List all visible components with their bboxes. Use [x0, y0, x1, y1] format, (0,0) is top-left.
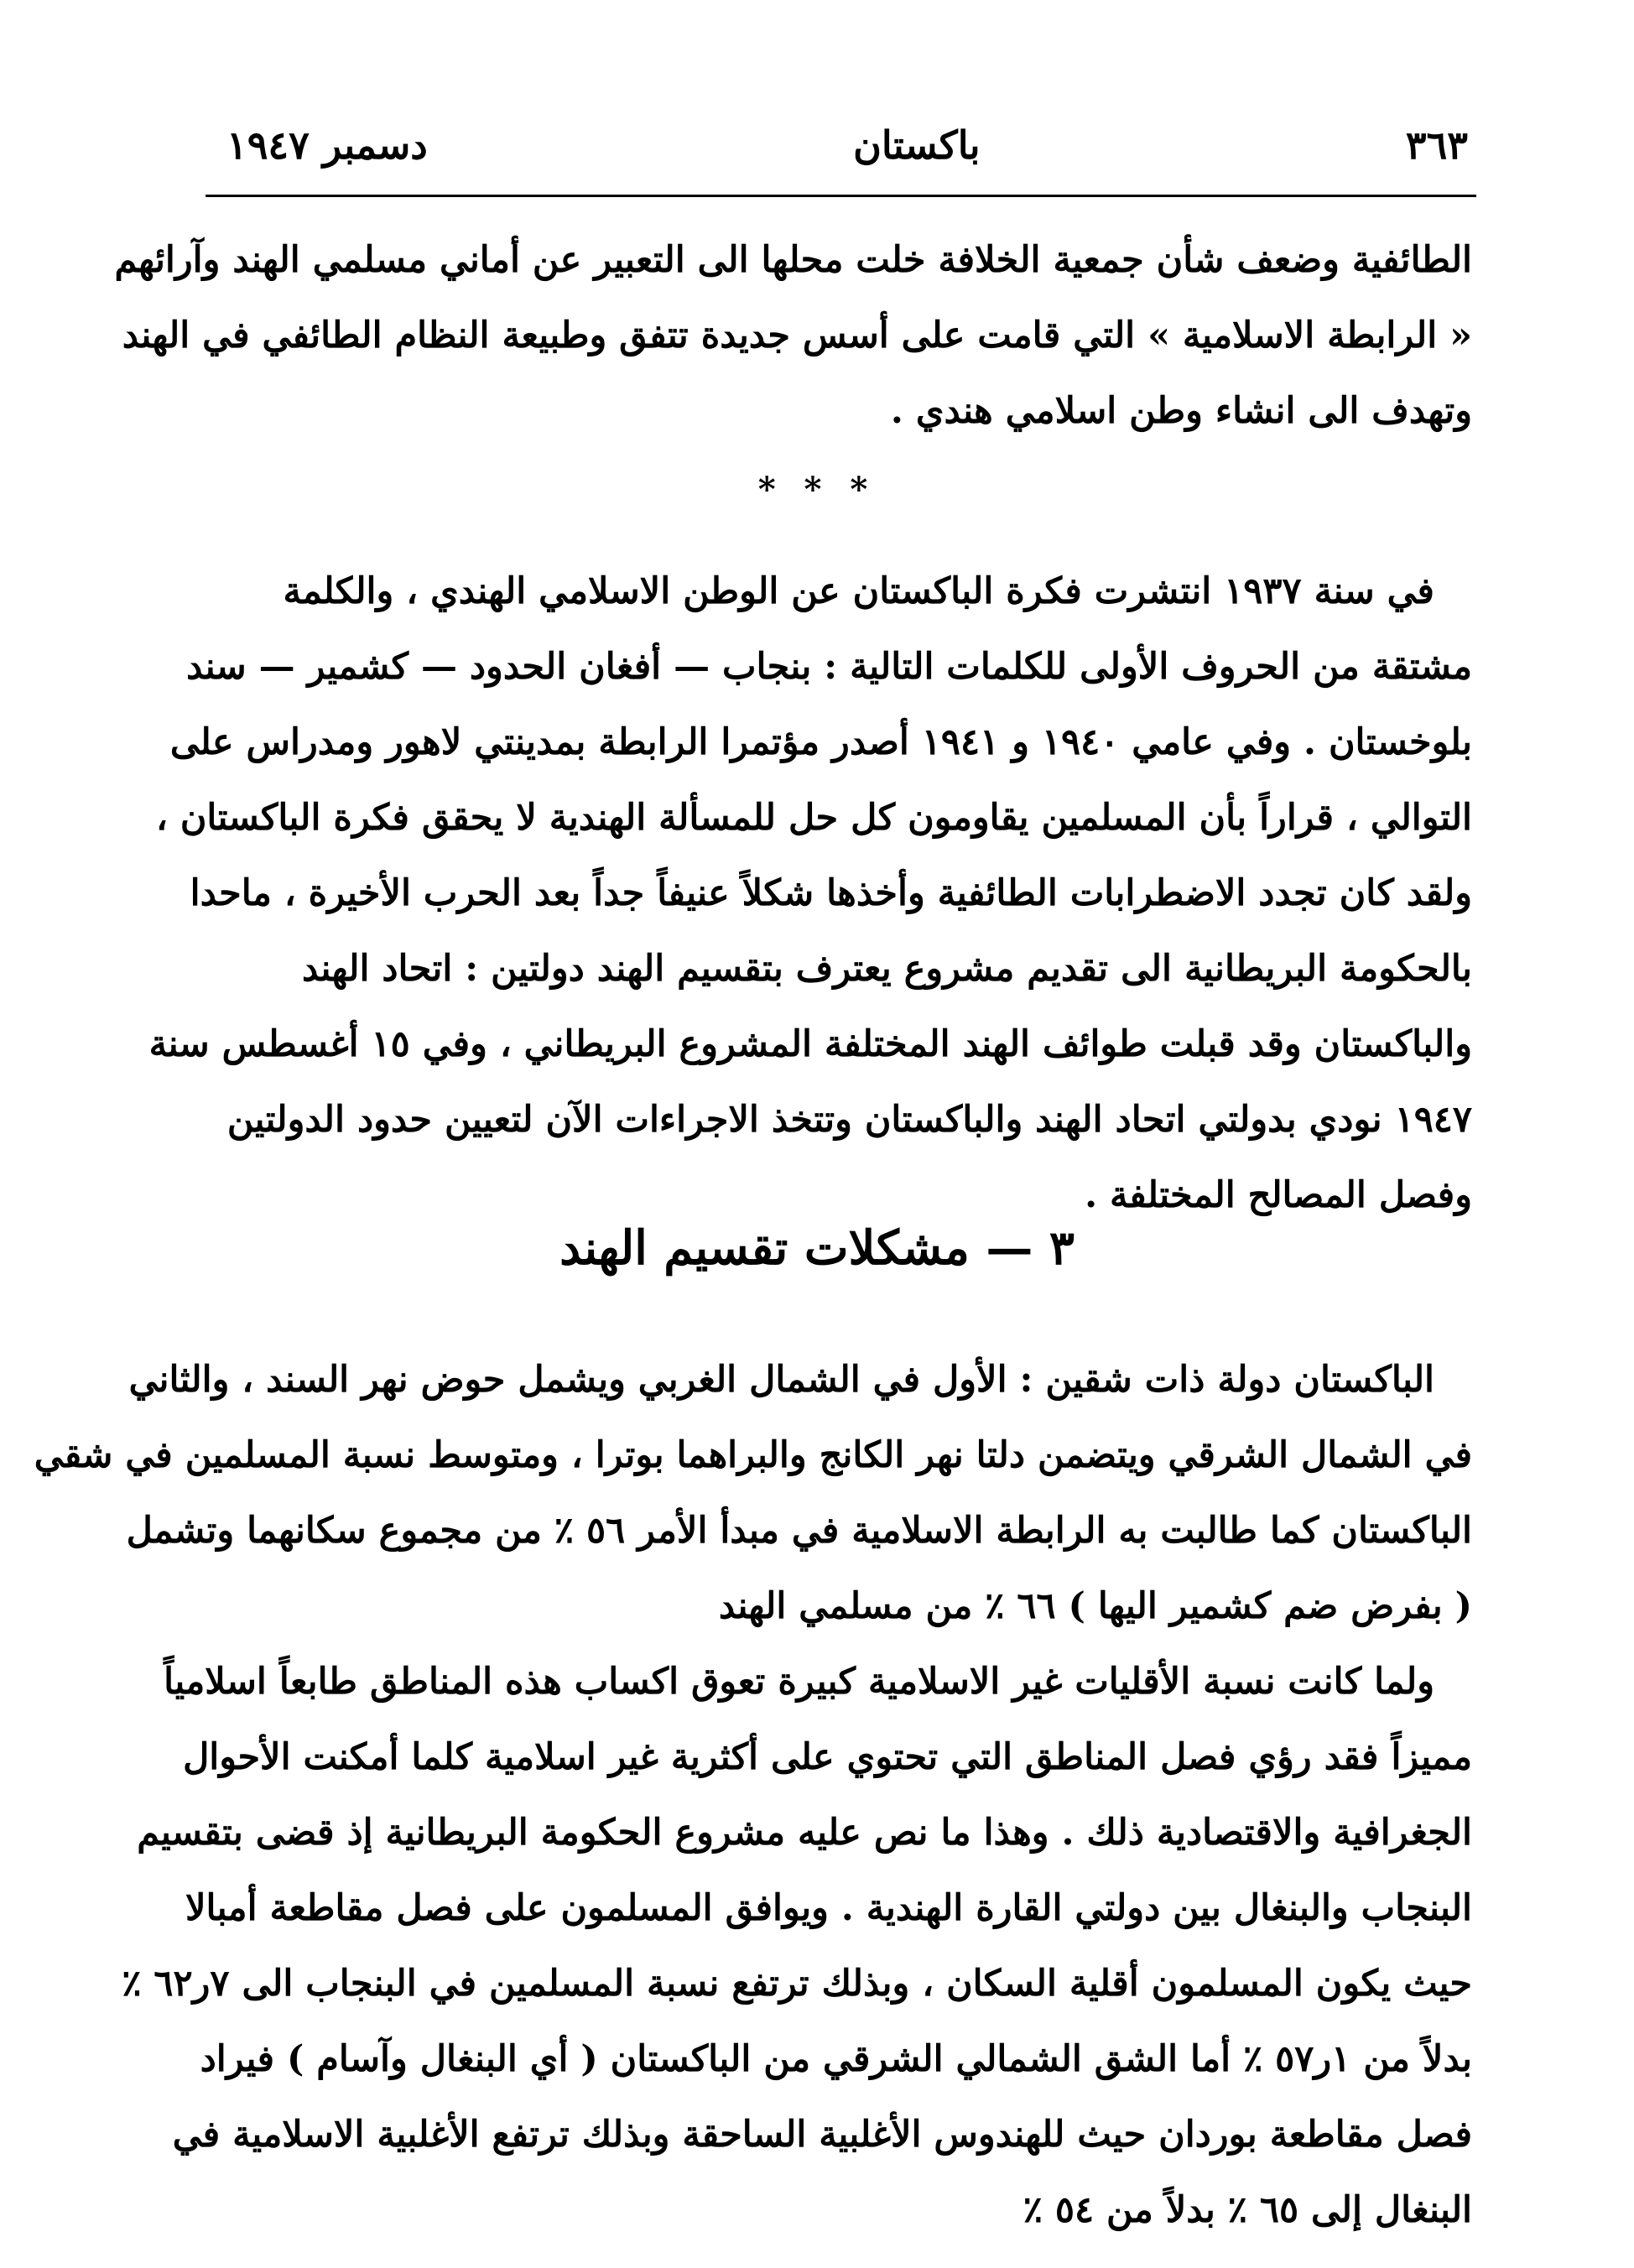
section-separator: * * *	[757, 470, 877, 509]
text-line: مشتقة من الحروف الأولى للكلمات التالية : بنجاب — أفغان الحدود — كشمير — سند	[186, 646, 1472, 688]
text-line: وتهدف الى انشاء وطن اسلامي هندي .	[890, 390, 1472, 432]
header-rule	[206, 195, 1476, 197]
text-line: في الشمال الشرقي ويتضمن دلتا نهر الكانج والبراهما بوترا ، ومتوسط نسبة المسلمين في شقي	[34, 1434, 1472, 1476]
text-line: البنغال إلى ٦٥ ٪ بدلاً من ٥٤ ٪	[1023, 2189, 1472, 2231]
text-line: التوالي ، قراراً بأن المسلمين يقاومون كل حل للمسألة الهندية لا يحقق فكرة الباكستان ،	[156, 797, 1472, 839]
text-line: البنجاب والبنغال بين دولتي القارة الهندية . ويوافق المسلمون على فصل مقاطعة أمبالا	[185, 1887, 1472, 1929]
paragraph-2	[148, 554, 1472, 1233]
text-line: « الرابطة الاسلامية » التي قامت على أسس جديدة تتفق وطبيعة النظام الطائفي في الهند	[122, 315, 1472, 356]
text-line: ولما كانت نسبة الأقليات غير الاسلامية كبيرة تعوق اكساب هذه المناطق طابعاً اسلامياً	[164, 1661, 1434, 1703]
paragraph-4	[122, 1644, 1472, 2248]
text-line: مميزاً فقد رؤي فصل المناطق التي تحتوي على أكثرية غير اسلامية كلما أمكنت الأحوال	[183, 1736, 1472, 1778]
text-line: في سنة ١٩٣٧ انتشرت فكرة الباكستان عن الوطن الاسلامي الهندي ، والكلمة	[283, 570, 1434, 612]
paragraph-1	[114, 222, 1472, 449]
text-line: والباكستان وقد قبلت طوائف الهند المختلفة المشروع البريطاني ، وفي ١٥ أغسطس سنة	[148, 1023, 1472, 1065]
text-line: الباكستان كما طالبت به الرابطة الاسلامية في مبدأ الأمر ٥٦ ٪ من مجموع سكانهما وتشمل	[126, 1510, 1472, 1552]
text-line: الطائفية وضعف شأن جمعية الخلافة خلت محلها الى التعبير عن أماني مسلمي الهند وآرائهم	[114, 239, 1472, 281]
text-line: ولقد كان تجدد الاضطرابات الطائفية وأخذها شكلاً عنيفاً جداً بعد الحرب الأخيرة ، ماحدا	[190, 872, 1472, 914]
text-line: بالحكومة البريطانية الى تقديم مشروع يعترف بتقسيم الهند دولتين : اتحاد الهند	[301, 948, 1472, 990]
text-line: وفصل المصالح المختلفة .	[1085, 1174, 1472, 1216]
text-line: بدلاً من ١ر٥٧ ٪ أما الشق الشمالي الشرقي من الباكستان ( أي البنغال وآسام ) فيراد	[200, 2038, 1472, 2080]
text-line: ١٩٤٧ نودي بدولتي اتحاد الهند والباكستان وتتخذ الاجراءات الآن لتعيين حدود الدولتين	[226, 1099, 1472, 1141]
page-header	[226, 107, 1468, 183]
page-number: ٣٦٣	[1405, 122, 1468, 168]
issue-date: دسمبر ١٩٤٧	[226, 122, 428, 168]
text-line: حيث يكون المسلمون أقلية السكان ، وبذلك ترتفع نسبة المسلمين في البنجاب الى ٧ر٦٢ ٪	[122, 1963, 1472, 2005]
text-line: الباكستان دولة ذات شقين : الأول في الشمال الغربي ويشمل حوض نهر السند ، والثاني	[128, 1359, 1434, 1401]
section-heading: ٣ — مشكلات تقسيم الهند	[559, 1220, 1075, 1276]
text-line: بلوخستان . وفي عامي ١٩٤٠ و ١٩٤١ أصدر مؤتمرا الرابطة بمدينتي لاهور ومدراس على	[169, 721, 1472, 763]
running-title: باكستان	[853, 122, 981, 168]
text-line: الجغرافية والاقتصادية ذلك . وهذا ما نص عليه مشروع الحكومة البريطانية إذ قضى بتقسيم	[137, 1812, 1472, 1854]
paragraph-3	[34, 1342, 1472, 1644]
text-line: ( بفرض ضم كشمير اليها ) ٦٦ ٪ من مسلمي الهند	[718, 1585, 1472, 1627]
text-line: فصل مقاطعة بوردان حيث للهندوس الأغلبية الساحقة وبذلك ترتفع الأغلبية الاسلامية في	[172, 2114, 1472, 2156]
